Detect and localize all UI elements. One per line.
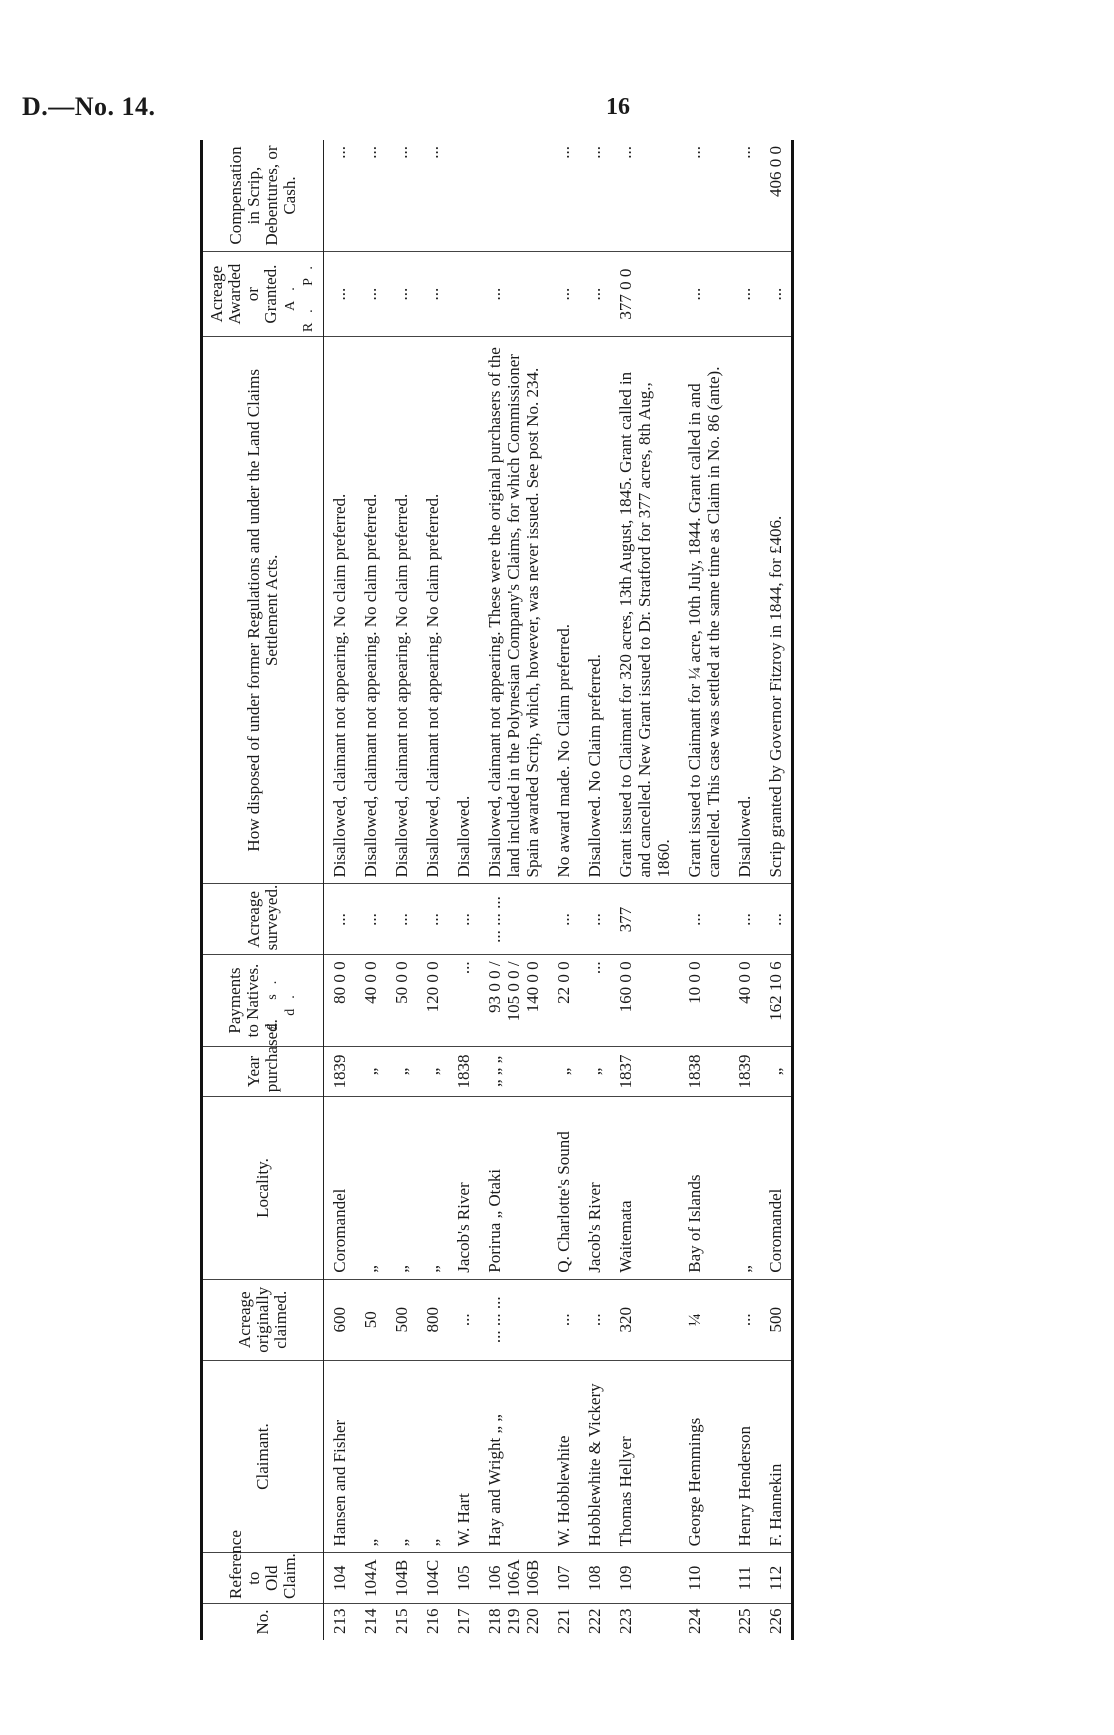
row-payment: 50 0 0 [386,955,417,1046]
row-acreage-surveyed: ... [579,884,610,955]
row-acreage-claimed: 500 [760,1279,793,1360]
col-header-disposed: How disposed of under former Regulations and under the Land Claims Settlement Acts. [202,337,324,884]
row-locality: Jacob's River [579,1097,610,1279]
row-reference: 110 [679,1553,729,1604]
row-locality: „ [729,1097,760,1279]
row-year: „ [386,1046,417,1097]
row-acreage-awarded: ... [386,252,417,337]
row-acreage-claimed: ... [448,1279,479,1360]
row-number: 222 [585,1608,604,1634]
table-row [355,140,386,1640]
document-reference: D.—No. 14. [22,92,156,121]
row-claimant: Thomas Hellyer [610,1360,679,1553]
row-acreage-surveyed: ... [760,884,793,955]
row-year: 1839 [729,1046,760,1097]
row-year: „ [548,1046,579,1097]
row-acreage-surveyed: ... [679,884,729,955]
row-locality: „ [355,1097,386,1279]
row-acreage-claimed: 50 [355,1279,386,1360]
row-disposal: Disallowed, claimant not appearing. These were the original purchasers of the land included in the Polynesian Company's Claims, for which Commissioner Spain awarded Scrip, which, however, was never issued. See post No. 234. [479,337,548,884]
row-payment: 40 0 0 [729,955,760,1046]
awarded-title: Acreage Awarded or Granted. [207,263,280,325]
row-locality: Waitemata [610,1097,679,1279]
row-locality: Bay of Islands [679,1097,729,1279]
row-compensation: ... [679,140,729,252]
row-number: 213 [330,1608,349,1634]
row-number: 218 219 220 [485,1608,542,1634]
row-year: 1837 [610,1046,679,1097]
row-year: 1839 [324,1046,356,1097]
row-reference: 104A [355,1553,386,1604]
row-claimant: Hansen and Fisher [324,1360,356,1553]
row-number: 226 [766,1608,785,1634]
row-acreage-awarded: ... [760,252,793,337]
row-compensation: ... [386,140,417,252]
col-header-no: No. [202,1604,324,1640]
row-claimant: Henry Henderson [729,1360,760,1553]
row-acreage-surveyed: ... [548,884,579,955]
awarded-units: A. R. P. [283,256,316,333]
row-compensation: ... [610,140,679,252]
rotated-table-container [200,140,1060,1640]
table-row [760,140,793,1640]
row-payment: 93 0 0 / 105 0 0 / 140 0 0 [479,955,548,1046]
row-locality: Coromandel [324,1097,356,1279]
row-reference: 108 [579,1553,610,1604]
row-compensation [448,140,479,252]
row-reference: 104C [417,1553,448,1604]
row-disposal: Disallowed, claimant not appearing. No claim preferred. [355,337,386,884]
row-number: 221 [554,1608,573,1634]
row-disposal: Disallowed, claimant not appearing. No claim preferred. [324,337,356,884]
row-number: 224 [685,1608,704,1634]
row-acreage-surveyed: ... [324,884,356,955]
row-compensation: ... [417,140,448,252]
row-reference: 111 [729,1553,760,1604]
row-acreage-claimed: ¼ [679,1279,729,1360]
table-row [679,140,729,1640]
row-acreage-surveyed: ... [386,884,417,955]
row-disposal: Disallowed. [448,337,479,884]
row-compensation: ... [548,140,579,252]
row-acreage-surveyed: ... [355,884,386,955]
row-compensation: ... [324,140,356,252]
row-claimant: „ [355,1360,386,1553]
row-acreage-awarded: ... [417,252,448,337]
row-year: „ [579,1046,610,1097]
col-header-locality: Locality. [202,1097,324,1279]
row-reference: 112 [760,1553,793,1604]
payments-units: £ s. d. [265,970,298,1031]
row-reference: 104 [324,1553,356,1604]
row-year: „ [760,1046,793,1097]
row-acreage-awarded: 377 0 0 [610,252,679,337]
row-acreage-claimed: ... ... ... [479,1279,548,1360]
row-acreage-claimed: ... [548,1279,579,1360]
row-acreage-surveyed: ... [417,884,448,955]
row-year: 1838 [679,1046,729,1097]
row-acreage-awarded: ... [679,252,729,337]
table-row [610,140,679,1640]
row-compensation: ... [355,140,386,252]
row-acreage-awarded: ... [548,252,579,337]
row-acreage-claimed: ... [729,1279,760,1360]
row-claimant: Hobblewhite & Vickery [579,1360,610,1553]
row-acreage-claimed: 800 [417,1279,448,1360]
row-acreage-surveyed: ... [448,884,479,955]
row-compensation: ... [579,140,610,252]
table-row [448,140,479,1640]
col-header-year: Year purchased. [202,1046,324,1097]
table-row [417,140,448,1640]
row-locality: Q. Charlotte's Sound [548,1097,579,1279]
row-number: 216 [423,1608,442,1634]
row-acreage-claimed: 320 [610,1279,679,1360]
row-acreage-surveyed: ... [729,884,760,955]
col-header-ref: Reference to Old Claim. [202,1553,324,1604]
col-header-acreage-surveyed: Acreage surveyed. [202,884,324,955]
row-claimant: „ [417,1360,448,1553]
row-acreage-awarded: ... [729,252,760,337]
row-acreage-surveyed: ... ... ... [479,884,548,955]
row-number: 214 [361,1608,380,1634]
row-acreage-awarded: ... [479,252,548,337]
row-payment: 160 0 0 [610,955,679,1046]
row-year: „ [417,1046,448,1097]
row-acreage-claimed: 600 [324,1279,356,1360]
row-acreage-awarded: ... [579,252,610,337]
row-year: „ [355,1046,386,1097]
row-disposal: Scrip granted by Governor Fitzroy in 1844, for £406. [760,337,793,884]
row-payment: 10 0 0 [679,955,729,1046]
row-compensation: ... [729,140,760,252]
row-claimant: George Hemmings [679,1360,729,1553]
row-reference: 106 106A 106B [479,1553,548,1604]
col-header-awarded [202,252,324,337]
row-claimant: F. Hannekin [760,1360,793,1553]
row-disposal: No award made. No Claim preferred. [548,337,579,884]
table-row [579,140,610,1640]
row-payment: ... [579,955,610,1046]
row-disposal: Disallowed, claimant not appearing. No claim preferred. [417,337,448,884]
row-number: 217 [454,1608,473,1634]
row-payment: 40 0 0 [355,955,386,1046]
row-acreage-awarded: ... [324,252,356,337]
row-number: 223 [616,1608,635,1634]
row-acreage-surveyed: 377 [610,884,679,955]
row-reference: 109 [610,1553,679,1604]
row-locality: „ [417,1097,448,1279]
row-locality: „ [386,1097,417,1279]
payments-title: Payments to Natives. [225,963,262,1038]
col-header-acreage-claimed: Acreage originally claimed. [202,1279,324,1360]
row-number: 215 [392,1608,411,1634]
col-header-claimant: Claimant. [202,1360,324,1553]
row-payment: 22 0 0 [548,955,579,1046]
row-claimant: „ [386,1360,417,1553]
row-disposal: Disallowed. No Claim preferred. [579,337,610,884]
row-acreage-claimed: 500 [386,1279,417,1360]
land-claims-table [200,140,794,1640]
table-row [324,140,356,1640]
row-acreage-claimed: ... [579,1279,610,1360]
page-number: 16 [606,94,630,120]
row-claimant: W. Hobblewhite [548,1360,579,1553]
row-compensation: 406 0 0 [760,140,793,252]
row-year: 1838 [448,1046,479,1097]
row-number: 225 [735,1608,754,1634]
row-reference: 104B [386,1553,417,1604]
row-locality: Coromandel [760,1097,793,1279]
row-acreage-awarded [448,252,479,337]
row-reference: 105 [448,1553,479,1604]
row-acreage-awarded: ... [355,252,386,337]
row-disposal: Grant issued to Claimant for 320 acres, 13th August, 1845. Grant called in and cancelled. New Grant issued to Dr. Stratford for 377 acres, 8th Aug., 1860. [610,337,679,884]
row-payment: 120 0 0 [417,955,448,1046]
table-header-row [202,140,324,1640]
row-reference: 107 [548,1553,579,1604]
row-claimant: Hay and Wright „ „ [479,1360,548,1553]
row-disposal: Grant issued to Claimant for ¼ acre, 10th July, 1844. Grant called in and cancelled. This case was settled at the same time as Claim in No. 86 (ante). [679,337,729,884]
row-claimant: W. Hart [448,1360,479,1553]
row-year: „ „ „ [479,1046,548,1097]
table-row [386,140,417,1640]
table-row [729,140,760,1640]
row-payment: 80 0 0 [324,955,356,1046]
col-header-compensation: Compensation in Scrip, Debentures, or Cash. [202,140,324,252]
table-row [548,140,579,1640]
row-disposal: Disallowed, claimant not appearing. No claim preferred. [386,337,417,884]
row-payment: 162 10 6 [760,955,793,1046]
row-disposal: Disallowed. [729,337,760,884]
table-row [479,140,548,1640]
row-compensation [479,140,548,252]
row-payment: ... [448,955,479,1046]
row-locality: Jacob's River [448,1097,479,1279]
row-locality: Porirua „ Otaki [479,1097,548,1279]
